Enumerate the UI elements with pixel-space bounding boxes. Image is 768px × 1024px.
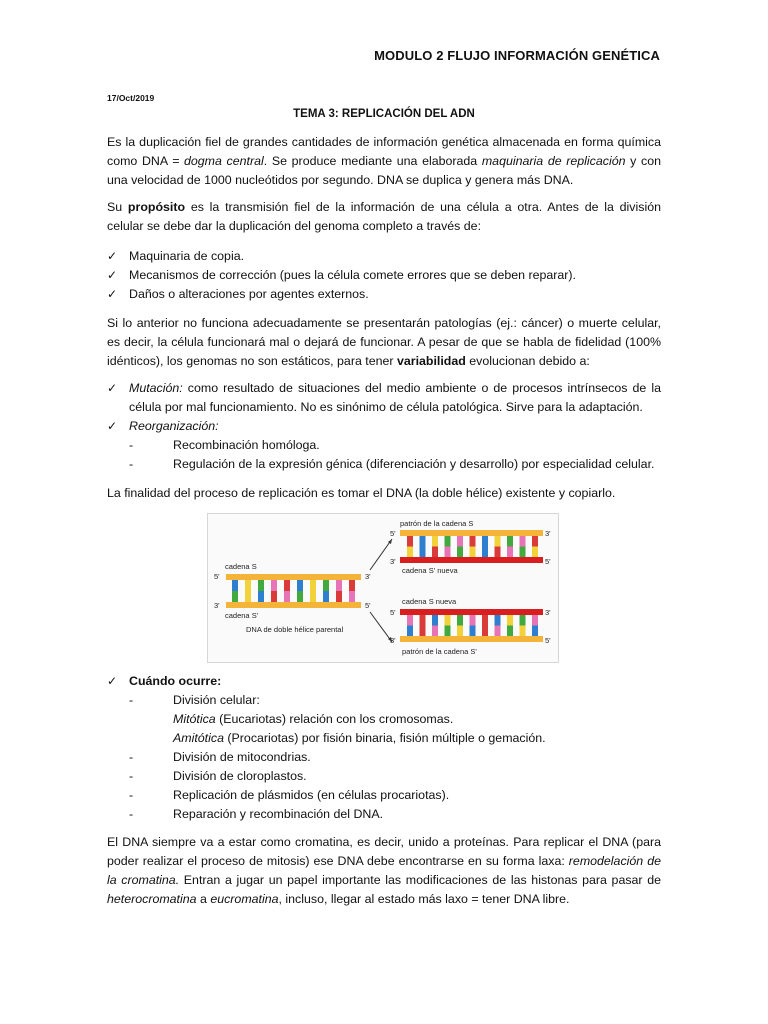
bottom-daughter-dna <box>390 597 551 656</box>
base-pair-upper <box>445 536 451 547</box>
variability-list <box>107 379 661 474</box>
prime-label: 3' <box>365 572 371 581</box>
base-pair-lower <box>457 547 463 558</box>
base-pair-lower <box>445 626 451 637</box>
base-pair-upper <box>470 536 476 547</box>
base-pair-upper <box>310 580 316 591</box>
parent-caption: DNA de doble hélice parental <box>246 625 344 634</box>
base-pair-upper <box>495 615 501 626</box>
base-pair-lower <box>495 547 501 558</box>
base-pair-lower <box>407 547 413 558</box>
base-pair-lower <box>432 547 438 558</box>
top-daughter-new-strand <box>400 557 543 563</box>
base-pair-lower <box>271 591 277 602</box>
base-pair-lower <box>407 626 413 637</box>
bottom-new-label: cadena S nueva <box>402 597 457 606</box>
dash-bullet: - <box>129 438 134 452</box>
p1-text-c: . Se produce mediante una elaborada <box>263 154 482 168</box>
p1-text-a: Es la duplicación fiel de grandes cantidades de información genética almacenada en forma química como DNA <box>107 135 661 168</box>
list-item-text: Recombinación homóloga. <box>173 438 320 452</box>
p5-text-g: , incluso, llegar al estado más laxo = tener DNA libre. <box>278 892 570 906</box>
bottom-daughter-backbone <box>400 636 543 642</box>
p2-bold-proposito: propósito <box>127 200 186 214</box>
parent-bottom-backbone <box>226 602 361 608</box>
base-pair-lower <box>520 626 526 637</box>
base-pair-upper <box>482 536 488 547</box>
list-item <box>107 266 667 285</box>
list-item-text: Replicación de plásmidos (en células procariotas). <box>173 788 450 802</box>
base-pair-lower <box>520 547 526 558</box>
check-icon: ✓ <box>107 249 118 263</box>
paragraph-purpose <box>107 198 661 236</box>
base-pair-upper <box>232 580 238 591</box>
base-pair-lower <box>432 626 438 637</box>
list-item <box>107 436 661 455</box>
reorg-label: Reorganización: <box>129 419 219 433</box>
prime-label: 3' <box>545 529 551 538</box>
prime-label: 3' <box>390 636 396 645</box>
p1-italic-dogma: = dogma central <box>172 154 264 168</box>
base-pair-upper <box>284 580 290 591</box>
parent-top-backbone <box>226 574 361 580</box>
dna-diagram <box>208 514 558 662</box>
base-pair-lower <box>470 547 476 558</box>
base-pair-upper <box>349 580 355 591</box>
p5-text-e: a <box>196 892 211 906</box>
prime-label: 5' <box>214 572 220 581</box>
dna-replication-figure <box>207 513 559 663</box>
paragraph-definition <box>107 133 661 190</box>
base-pair-lower <box>310 591 316 602</box>
prime-label: 5' <box>545 636 551 645</box>
list-item-text: Regulación de la expresión génica (diferenciación y desarrollo) por especialidad celular. <box>173 457 655 471</box>
prime-label: 3' <box>214 601 220 610</box>
mitotic-text: (Eucariotas) relación con los cromosomas. <box>215 712 454 726</box>
base-pair-upper <box>407 615 413 626</box>
base-pair-lower <box>336 591 342 602</box>
base-pair-lower <box>482 626 488 637</box>
base-pair-upper <box>532 615 538 626</box>
p2-text-a: Su <box>107 200 128 214</box>
list-item <box>107 247 667 266</box>
bottom-pattern-label: patrón de la cadena S' <box>402 647 477 656</box>
reorg-item <box>129 417 661 436</box>
list-item <box>107 285 667 304</box>
mutation-text: como resultado de situaciones del medio ambiente o de procesos intrínsecos de la célula por mal funcionamiento. No es sinónimo de célula patológica. Sirve para la adaptación. <box>129 381 661 414</box>
mutation-item <box>129 379 661 417</box>
when-title: Cuándo ocurre: <box>129 674 222 688</box>
base-pair-lower <box>245 591 251 602</box>
list-item <box>107 767 667 786</box>
amitotic-label: Amitótica <box>173 731 224 745</box>
parent-bottom-label: cadena S' <box>225 611 259 620</box>
base-pair-upper <box>520 615 526 626</box>
p1-text-e: y con una velocidad de 1000 nucleótidos por segundo. DNA se duplica y genera más DNA. <box>107 154 661 187</box>
base-pair-upper <box>507 615 513 626</box>
list-item <box>107 805 667 824</box>
document-date: 17/Oct/2019 <box>107 93 155 103</box>
base-pair-lower <box>284 591 290 602</box>
split-arrows <box>370 539 392 642</box>
base-pair-lower <box>420 547 426 558</box>
base-pair-lower <box>420 626 426 637</box>
base-pair-upper <box>470 615 476 626</box>
base-pair-upper <box>258 580 264 591</box>
prime-label: 5' <box>365 601 371 610</box>
base-pair-upper <box>482 615 488 626</box>
list-item <box>107 710 667 729</box>
p5-text-a: El DNA siempre va a estar como cromatina, es decir, unido a proteínas. Para replicar el DNA (para poder realizar el proceso de mitosis) ese DNA debe encontrarse en su forma laxa: <box>107 835 661 868</box>
base-pair-upper <box>445 615 451 626</box>
base-pair-upper <box>507 536 513 547</box>
base-pair-upper <box>432 536 438 547</box>
base-pair-upper <box>457 615 463 626</box>
base-pair-lower <box>323 591 329 602</box>
list-item <box>107 672 667 691</box>
base-pair-lower <box>507 547 513 558</box>
top-daughter-backbone <box>400 530 543 536</box>
base-pair-lower <box>349 591 355 602</box>
list-item <box>107 691 667 710</box>
base-pair-upper <box>457 536 463 547</box>
mitotic-label: Mitótica <box>173 712 216 726</box>
p1-italic-maquinaria: maquinaria de replicación <box>481 154 626 168</box>
paragraph-finality: La finalidad del proceso de replicación es tomar el DNA (la doble hélice) existente y copiarlo. <box>107 486 616 500</box>
check-icon: ✓ <box>107 419 118 433</box>
prime-label: 3' <box>390 557 396 566</box>
arrow-down <box>370 612 392 642</box>
prime-label: 5' <box>545 557 551 566</box>
p5-italic-heterocromatina: heterocromatina <box>107 892 197 906</box>
amitotic-text: (Procariotas) por fisión binaria, fisión múltiple o gemación. <box>223 731 546 745</box>
dash-bullet: - <box>129 457 134 471</box>
check-icon: ✓ <box>107 381 118 395</box>
dash-bullet: - <box>129 693 134 707</box>
check-icon: ✓ <box>107 287 118 301</box>
base-pair-upper <box>323 580 329 591</box>
list-item-text: Maquinaria de copia. <box>129 249 245 263</box>
p2-text-c: es la transmisión fiel de la información de una célula a otra. Antes de la división celular se debe dar la duplicación del genoma completo a través de: <box>107 200 661 233</box>
list-item <box>107 786 667 805</box>
prime-label: 3' <box>545 608 551 617</box>
mutation-label: Mutación: <box>129 381 183 395</box>
topic-title: TEMA 3: REPLICACIÓN DEL ADN <box>293 108 475 120</box>
base-pair-upper <box>420 615 426 626</box>
base-pair-lower <box>482 547 488 558</box>
p3-bold-variabilidad: variabilidad <box>396 354 466 368</box>
paragraph-pathologies <box>107 314 661 371</box>
base-pair-upper <box>520 536 526 547</box>
list-item-text: División celular: <box>173 693 260 707</box>
top-new-label: cadena S' nueva <box>402 566 458 575</box>
dash-bullet: - <box>129 788 134 802</box>
p5-text-c: Entran a jugar un papel importante las modificaciones de las histonas para pasar de <box>179 873 661 887</box>
base-pair-lower <box>457 626 463 637</box>
base-pair-lower <box>507 626 513 637</box>
list-item <box>107 379 661 417</box>
base-pair-upper <box>532 536 538 547</box>
base-pair-upper <box>271 580 277 591</box>
list-item-text: Daños o alteraciones por agentes externos. <box>129 287 369 301</box>
base-pair-upper <box>420 536 426 547</box>
base-pair-upper <box>432 615 438 626</box>
list-item-text: División de cloroplastos. <box>173 769 307 783</box>
purpose-list <box>107 247 667 304</box>
base-pair-lower <box>297 591 303 602</box>
base-pair-lower <box>258 591 264 602</box>
when-list <box>107 672 667 824</box>
base-pair-lower <box>445 547 451 558</box>
base-pair-upper <box>336 580 342 591</box>
list-item-text: División de mitocondrias. <box>173 750 311 764</box>
base-pair-lower <box>532 626 538 637</box>
dash-bullet: - <box>129 750 134 764</box>
dash-bullet: - <box>129 769 134 783</box>
amitotic-line <box>151 729 667 748</box>
top-pattern-label: patrón de la cadena S <box>400 519 474 528</box>
list-item <box>107 417 661 436</box>
module-header: MODULO 2 FLUJO INFORMACIÓN GENÉTICA <box>374 48 660 63</box>
dash-bullet: - <box>129 807 134 821</box>
parent-dna <box>214 562 371 634</box>
base-pair-upper <box>495 536 501 547</box>
p5-italic-eucromatina: eucromatina <box>210 892 279 906</box>
p5-italic-remodelacion: remodelación de la cromatina. <box>107 854 661 887</box>
base-pair-upper <box>297 580 303 591</box>
base-pair-upper <box>407 536 413 547</box>
list-item <box>107 455 661 474</box>
p3-text-a: Si lo anterior no funciona adecuadamente se presentarán patologías (ej.: cáncer) o muerte celular, es decir, la célula funcionará mal o dejará de funcionar. A pesar de que se habla de fidelidad (100% idénticos), los genomas no son estáticos, para tener <box>107 316 661 368</box>
check-icon: ✓ <box>107 268 118 282</box>
parent-top-label: cadena S <box>225 562 257 571</box>
base-pair-lower <box>532 547 538 558</box>
paragraph-chromatin <box>107 833 661 909</box>
list-item <box>107 729 667 748</box>
base-pair-upper <box>245 580 251 591</box>
list-item-text: Reparación y recombinación del DNA. <box>173 807 384 821</box>
check-icon: ✓ <box>107 674 118 688</box>
base-pair-lower <box>495 626 501 637</box>
p3-text-c: evolucionan debido a: <box>465 354 590 368</box>
prime-label: 5' <box>390 529 396 538</box>
top-daughter-dna <box>390 519 551 575</box>
bottom-daughter-new-strand <box>400 609 543 615</box>
list-item <box>107 748 667 767</box>
arrow-up <box>370 539 392 570</box>
base-pair-lower <box>470 626 476 637</box>
list-item-text: Mecanismos de corrección (pues la célula comete errores que se deben reparar). <box>129 268 576 282</box>
prime-label: 5' <box>390 608 396 617</box>
base-pair-lower <box>232 591 238 602</box>
mitotic-line <box>151 710 667 729</box>
